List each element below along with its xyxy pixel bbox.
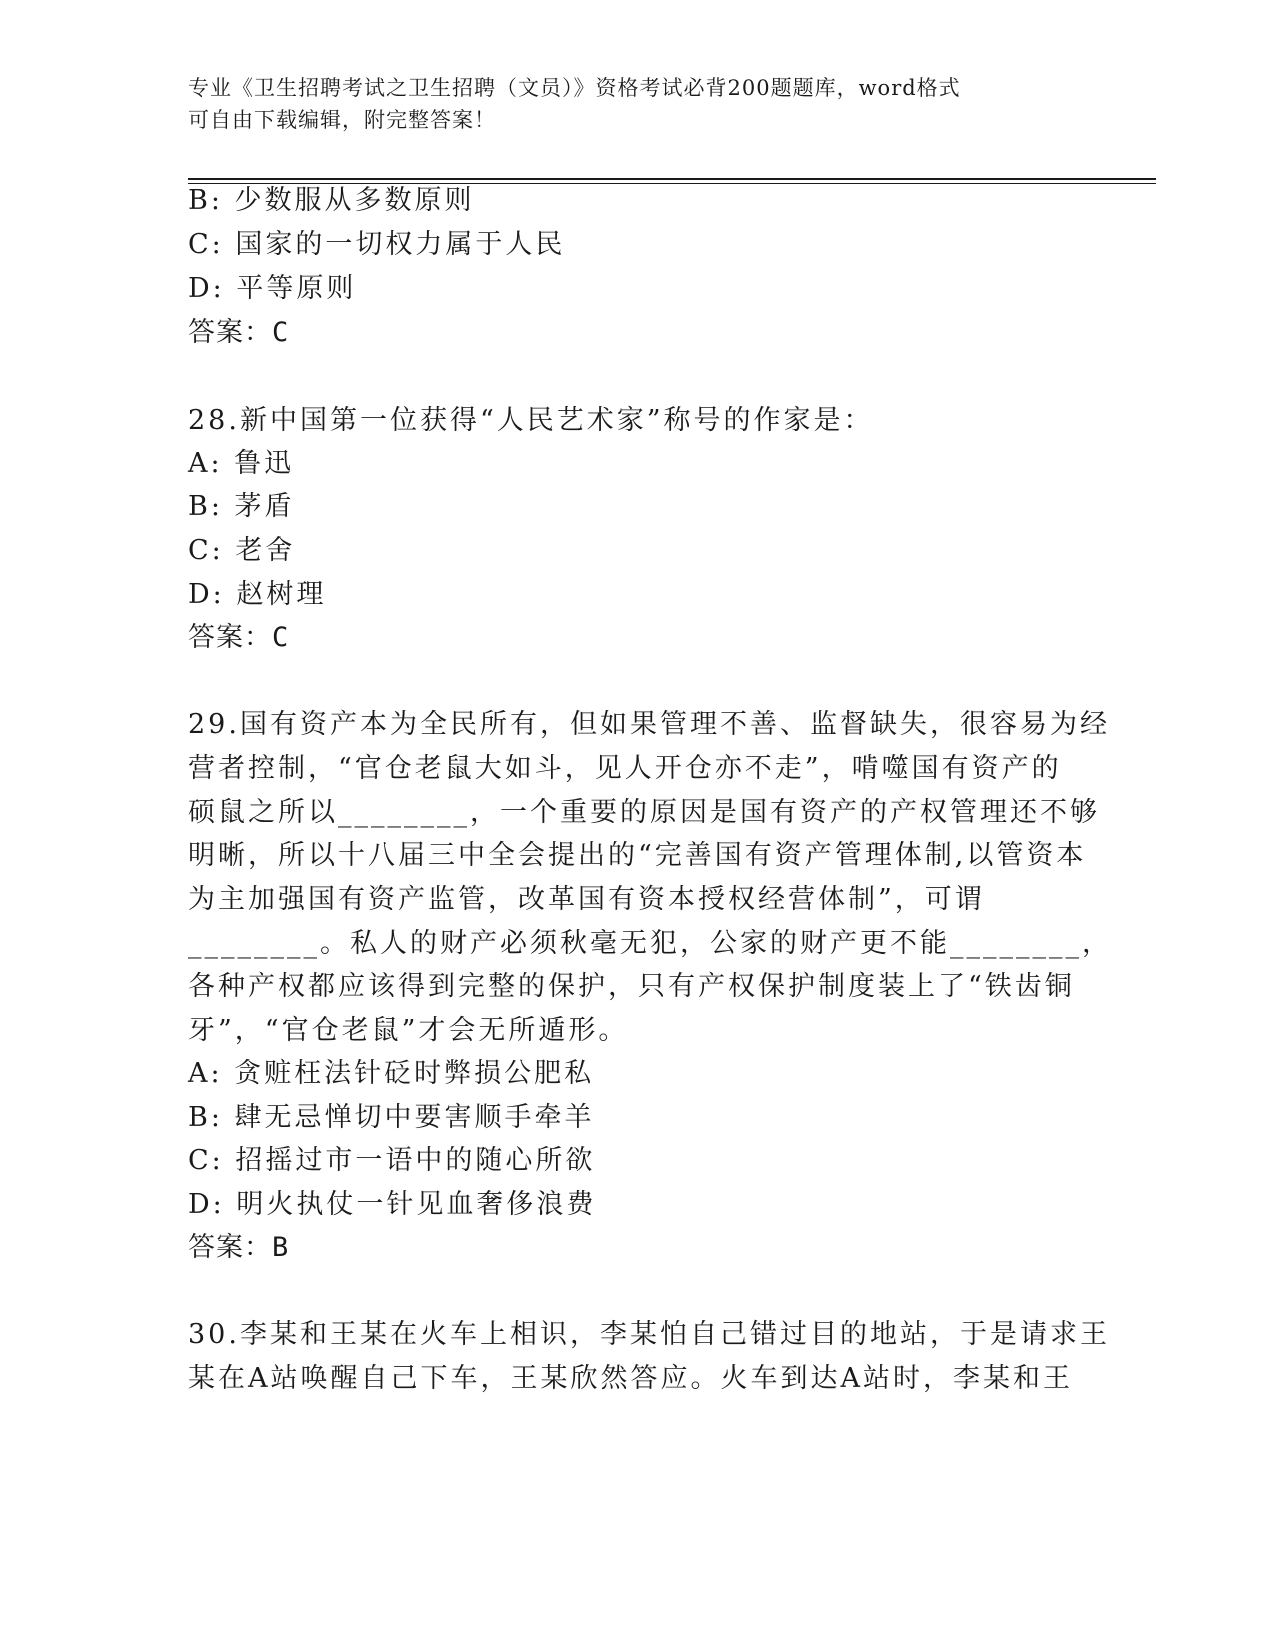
q27-option-c: C: 国家的一切权力属于人民 [188,229,566,260]
header-line-2: 可自由下载编辑，附完整答案！ [188,108,496,132]
q28-option-a: A: 鲁迅 [188,448,295,479]
header-line-1: 专业《卫生招聘考试之卫生招聘（文员）》资格考试必背200题题库，word格式 [188,76,961,100]
q27-option-b: B: 少数服从多数原则 [188,185,475,216]
answer-value: C [272,317,290,348]
q28-option-b: B: 茅盾 [188,491,295,522]
q29-answer [188,1231,289,1265]
q29-question-line: 硕鼠之所以________，一个重要的原因是国有资产的产权管理还不够 [188,797,1100,828]
q29-option-b: B: 肆无忌惮切中要害顺手牵羊 [188,1102,595,1133]
q28-question: 28.新中国第一位获得“人民艺术家”称号的作家是： [188,405,874,436]
answer-value: C [272,622,290,653]
answer-label: 答案： [188,1232,272,1263]
header-divider [188,178,1156,180]
q28-option-c: C: 老舍 [188,535,296,566]
q29-question-line: 牙”，“官仓老鼠”才会无所遁形。 [188,1015,629,1046]
q29-option-a: A: 贪赃枉法针砭时弊损公肥私 [188,1058,595,1089]
q29-question-line: ________。私人的财产必须秋毫无犯，公家的财产更不能________， [188,928,1112,959]
q29-option-c: C: 招摇过市一语中的随心所欲 [188,1145,596,1176]
q29-question-line: 各种产权都应该得到完整的保护，只有产权保护制度装上了“铁齿铜 [188,971,1075,1002]
answer-label: 答案： [188,317,272,348]
q28-option-d: D: 赵树理 [188,579,327,610]
q29-question-line: 明晰，所以十八届三中全会提出的“完善国有资产管理体制,以管资本 [188,840,1087,871]
answer-value: B [272,1232,290,1263]
q29-question-line: 营者控制，“官仓老鼠大如斗，见人开仓亦不走”，啃噬国有资产的 [188,753,1062,784]
q28-answer [188,621,289,655]
q27-answer [188,316,289,350]
answer-label: 答案： [188,622,272,653]
q30-question-line: 30.李某和王某在火车上相识，李某怕自己错过目的地站，于是请求王 [188,1319,1110,1350]
document-header [188,72,1068,136]
q29-question-line: 为主加强国有资产监管，改革国有资本授权经营体制”，可谓 [188,884,985,915]
q29-option-d: D: 明火执仗一针见血奢侈浪费 [188,1189,597,1220]
q29-question-line: 29.国有资产本为全民所有，但如果管理不善、监督缺失，很容易为经 [188,709,1110,740]
q30-question-line: 某在A站唤醒自己下车，王某欣然答应。火车到达A站时，李某和王 [188,1363,1073,1394]
q27-option-d: D: 平等原则 [188,273,357,304]
